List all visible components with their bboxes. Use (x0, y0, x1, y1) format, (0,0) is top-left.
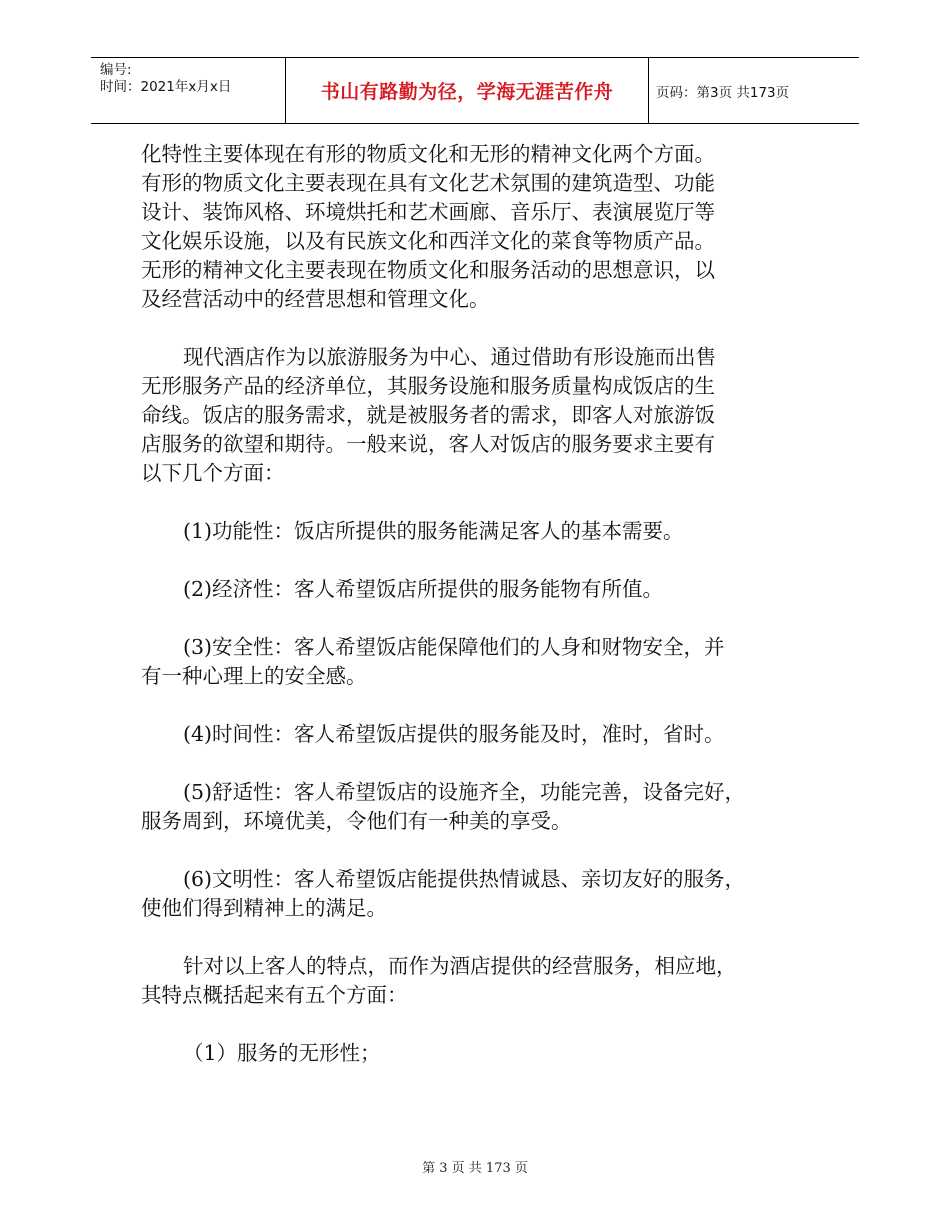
text-line: 有形的物质文化主要表现在具有文化艺术氛围的建筑造型、功能 (141, 171, 715, 195)
paragraph (141, 517, 821, 546)
text-line: 现代酒店作为以旅游服务为中心、通过借助有形设施而出售 (183, 345, 716, 369)
page-footer: 第 3 页 共 173 页 (422, 1161, 528, 1176)
text-line: 文化娱乐设施，以及有民族文化和西洋文化的菜食等物质产品。 (141, 229, 715, 253)
text-line: 及经营活动中的经营思想和管理文化。 (141, 287, 490, 311)
text-line: (3)安全性：客人希望饭店能保障他们的人身和财物安全，并 (183, 635, 725, 659)
text-line: 命线。饭店的服务需求，就是被服务者的需求，即客人对旅游饭 (141, 403, 715, 427)
header-page-info: 页码：第3页 共173页 (656, 84, 790, 101)
paragraph (141, 1039, 821, 1068)
text-line: (2)经济性：客人希望饭店所提供的服务能物有所值。 (183, 577, 664, 601)
text-line: (4)时间性：客人希望饭店提供的服务能及时，准时，省时。 (183, 722, 725, 746)
paragraph (141, 575, 821, 604)
paragraph (141, 778, 821, 836)
text-line: 店服务的欲望和期待。一般来说，客人对饭店的服务要求主要有 (141, 432, 715, 456)
text-line: (5)舒适性：客人希望饭店的设施齐全，功能完善，设备完好， (183, 780, 746, 804)
motto: 书山有路勤为径，学海无涯苦作舟 (320, 81, 614, 103)
text-line: 化特性主要体现在有形的物质文化和无形的精神文化两个方面。 (141, 142, 715, 166)
paragraph (141, 952, 821, 1010)
header-motto-cell (285, 58, 649, 123)
text-line: 有一种心理上的安全感。 (141, 664, 367, 688)
text-line: （1）服务的无形性； (183, 1041, 381, 1065)
text-line: 服务周到，环境优美，令他们有一种美的享受。 (141, 809, 572, 833)
time-label: 时间：2021年x月x日 (100, 79, 232, 95)
paragraph (141, 865, 821, 923)
header-right-cell (648, 58, 859, 123)
document-body (141, 140, 821, 1068)
text-line: 设计、装饰风格、环境烘托和艺术画廊、音乐厅、表演展览厅等 (141, 200, 715, 224)
paragraph (141, 343, 821, 488)
paragraph (141, 140, 821, 314)
header-left-cell (91, 58, 285, 123)
text-line: 针对以上客人的特点，而作为酒店提供的经营服务，相应地， (183, 954, 737, 978)
text-line: 以下几个方面： (141, 461, 285, 485)
page-header (91, 57, 859, 124)
text-line: (6)文明性：客人希望饭店能提供热情诚恳、亲切友好的服务， (183, 867, 746, 891)
text-line: 其特点概括起来有五个方面： (141, 983, 408, 1007)
text-line: 使他们得到精神上的满足。 (141, 896, 387, 920)
text-line: 无形服务产品的经济单位，其服务设施和服务质量构成饭店的生 (141, 374, 715, 398)
serial-label: 编号: (100, 62, 132, 78)
text-line: (1)功能性：饭店所提供的服务能满足客人的基本需要。 (183, 519, 684, 543)
paragraph (141, 720, 821, 749)
paragraph (141, 633, 821, 691)
text-line: 无形的精神文化主要表现在物质文化和服务活动的思想意识，以 (141, 258, 715, 282)
